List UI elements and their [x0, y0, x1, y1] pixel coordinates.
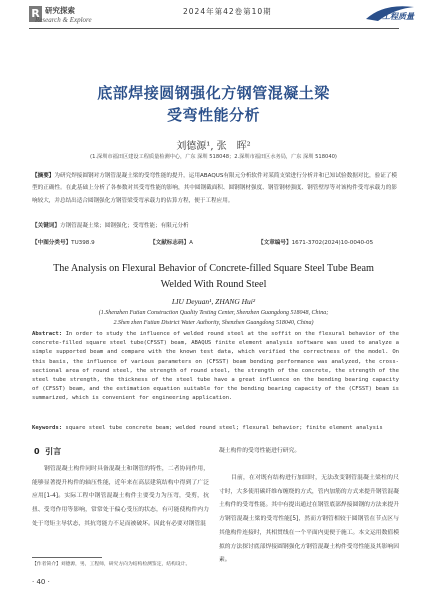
title-cn-line-1: 底部焊接圆钢强化方钢管混凝土梁 — [97, 84, 330, 102]
page-header — [0, 0, 427, 44]
abstract-cn-text: 为研究焊接圆钢对方钢管混凝土梁的受弯性能的提升，运用ABAQUS有限元分析软件对某简支梁进行分析并和已知试验数据对比，验证了模型的正确性。在此基础上分析了各参数对其受弯性能的影响，其中圆钢截面积、圆钢钢材强度、钢管钢材强度、钢管壁厚等对该构件受弯承载力的影响较大，并总结出适合圆钢强化方钢管梁受弯承载力的估算方程，便于工程应用。 — [32, 173, 397, 204]
abstract-en — [32, 330, 399, 404]
affiliation-en-line-1: (1.Shenzhen Futian Construction Quality Testing Center, Shenzhen Guangdong 518048, China; — [98, 310, 329, 316]
keywords-en — [32, 425, 399, 431]
document-code: 【文献标志码】A — [150, 240, 193, 246]
section-number: 0 — [34, 447, 40, 456]
clc-number: 【中图分类号】TU398.9 — [32, 240, 95, 246]
abstract-en-label: Abstract: — [32, 331, 63, 337]
issue-info: 2024年第42卷第10期 — [183, 7, 272, 16]
section-heading — [34, 446, 61, 457]
affiliation-cn: (1.深圳市福田区建设工程质量检测中心，广东 深圳 518048；2.深圳市福田区水务局，广东 深圳 518040) — [90, 154, 337, 160]
section-title: 引言 — [45, 447, 62, 456]
authors-en: LIU Deyuan¹, ZHANG Hui² — [171, 297, 256, 306]
brand-logo-icon — [364, 1, 418, 27]
journal-logo-icon: R — [29, 6, 42, 22]
page-number: · 40 · — [32, 578, 50, 586]
keywords-cn-label: 【关键词】 — [32, 223, 60, 229]
keywords-en-label: Keywords: — [32, 425, 63, 431]
keywords-cn-text: 方钢管混凝土梁；圆钢强化；受弯性能；有限元分析 — [59, 223, 189, 229]
keywords-en-text: square steel tube concrete beam; welded round steel; flexural behavior; finite element analysis — [65, 425, 383, 431]
abstract-en-text: In order to study the influence of welded round steel at the soffit on the flexural behavior of the concrete-filled square steel tube(CFSST) beam, ABAQUS finite element analysis software was used to analyze a simple supported beam and compare with the known test data, which verified the correctness of the model. On this basis, the influence of various parameters on (CFSST) beam bending performance was analyzed, the cross-sectional area of round steel, the strength of round steel, the strength of the concrete, the strength of the steel tube strength, the thickness of the steel tube have a great influence on the bending bearing capacity of (CFSST) beam, and the estimation equation suitable for the bending bearing capacity of the (CFSST) beam is summarized, which is convenient for engineering application. — [32, 331, 399, 402]
body-left-column: 钢管混凝土构件同时具备混凝土和钢管的特性，二者协同作用，能够显著提升构件的轴压性能，近年来在高层建筑结构中得到了广泛应用[1-4]。实际工程中钢管混凝土构件主要受力为压弯，受剪，抗扭、受弯作用等影响，常常处于偏心受压的状态，有可能使构件内力处于弯矩主导状态，其抗弯能力不足而被破坏。因此有必要对钢管混 — [32, 466, 209, 527]
affiliation-en-line-2: 2.Shen zhen Futian District Water Authority, Shenzhen Guangdong 518040, China) — [113, 320, 314, 326]
title-en-line-1: The Analysis on Flexural Behavior of Concrete-filled Square Steel Tube Beam — [53, 263, 374, 274]
keywords-cn — [32, 221, 397, 229]
title-en-line-2: Welded With Round Steel — [160, 279, 267, 290]
header-divider — [29, 28, 399, 29]
title-cn-line-2: 受弯性能分析 — [166, 106, 260, 124]
footnote-divider — [32, 557, 102, 558]
abstract-cn — [32, 170, 397, 207]
brand-text: 工程质量 — [382, 12, 414, 21]
authors-cn: 刘德源¹, 张 晖² — [176, 141, 251, 152]
abstract-cn-label: 【摘要】 — [32, 173, 55, 179]
body-right-column-para-1: 凝土构件的受弯性能进行研究。 — [219, 448, 301, 454]
author-footnote: 【作者简介】刘德源，男，工程师，研究方向为结构检测鉴定，结构设计。 — [32, 562, 191, 567]
body-right-column-para-2: 目前，在对既有结构进行加固时，无法改变钢管混凝土梁柱的尺寸时，大多使用碳纤维布缠绕的方式，管内加筋的方式来提升钢管混凝土构件的受弯性能。其中有提出通过在钢管底部焊接圆钢的方法来提升方钢管混凝土梁的受弯性能[5]，然而方钢管相较于圆钢管在节点区与其他构件连接时，其相贯线在一个平面内更便于施工。本文运用数值模拟的方法探讨底部焊接圆钢强化方钢管混凝土构件受弯性能及其影响因素。 — [219, 475, 399, 564]
article-number: 【文章编号】1671-3702(2024)10-0040-05 — [258, 240, 374, 246]
journal-name-cn: 研究探索 — [45, 6, 75, 15]
journal-name-en: Research & Explore — [35, 16, 92, 24]
